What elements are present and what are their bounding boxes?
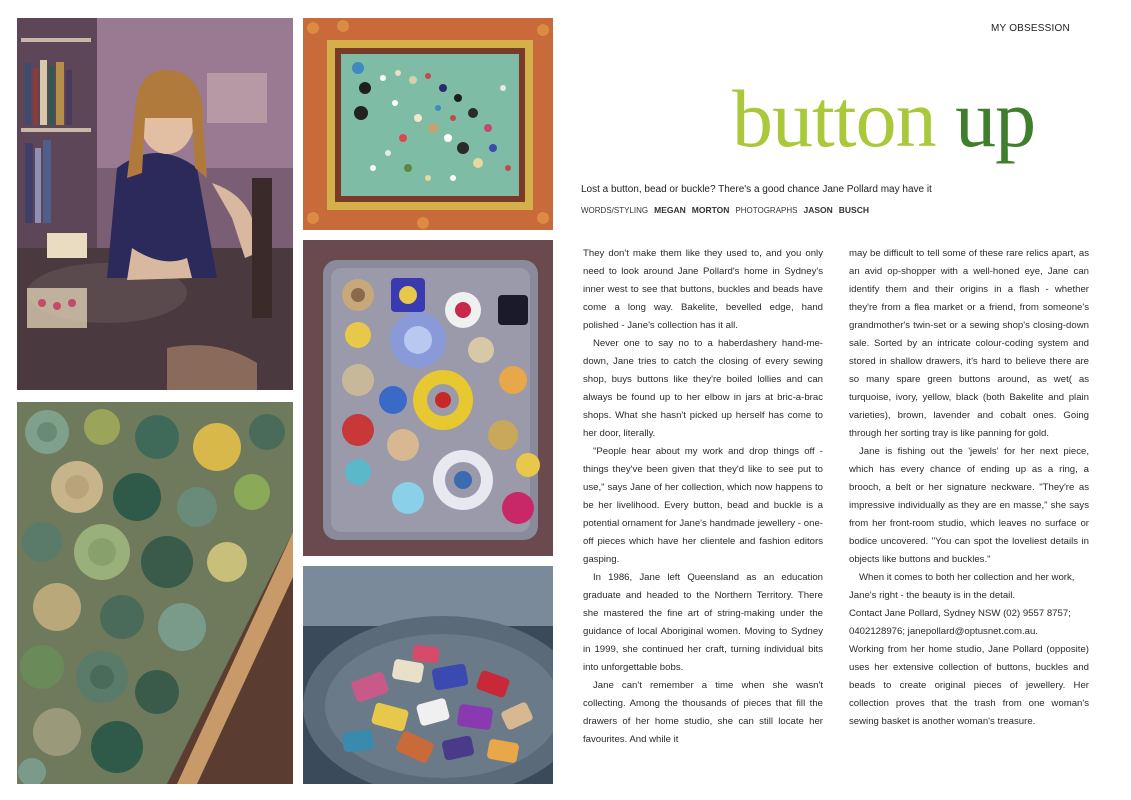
green-buttons-drawer-photo [17, 402, 293, 784]
buckles-bowl-photo [303, 566, 553, 784]
photo-label: PHOTOGRAPHS [735, 206, 798, 215]
words-label: WORDS/STYLING [581, 206, 649, 215]
photographer-first-name: JASON [803, 205, 833, 215]
framed-buttons-photo [303, 18, 553, 230]
photographer-last-name: BUSCH [838, 205, 870, 215]
section-label: MY OBSESSION [991, 23, 1070, 34]
credits [581, 205, 875, 215]
caption: Working from her home studio, Jane Pollard (opposite) uses her extensive collection of buttons, buckles and beads to create original pieces of jewellery. Her collection proves that the trash from one woman's sewing basket is another woman's treasure. [849, 644, 1089, 727]
paragraph: may be difficult to tell some of these rare relics apart, as an avid op-shopper with a well-honed eye, Jane can identify them and their origins in a flash - whether they're from a flea market or a friend, from someone's grandmother's twin-set or a sewing shop's closing-down sale. Sorted by an intricate colour-coding system and stored in shallow drawers, it's hard to believe there are so many spare green buttons around, as wet( as turquoise, ivory, yellow, black (both Bakelite and plain varieties), brown, lavender and cobalt ones. Going through her sorting tray is like panning for gold. [849, 248, 1089, 439]
portrait-photo [17, 18, 293, 390]
headline-part-2: up [955, 73, 1036, 164]
body-column-1 [583, 245, 823, 749]
paragraph: Jane is fishing out the 'jewels' for her next piece, which has every chance of ending up as a ring, a brooch, a belt or her signature neckware. "They're as impressive individually as they are en masse," she says from her front-room studio, which leaves no surface or bodice uncovered. "You can spot the loveliest details in objects like buttons and buckles." [849, 446, 1089, 565]
headline [732, 73, 1036, 164]
paragraph: In 1986, Jane left Queensland as an education graduate and headed to the Northern Territory. There she mastered the fine art of string-making under the guidance of local Aboriginal women. Moving to Sydney in 1999, she continued her craft, turning individual bits into unforgettable bobs. [583, 572, 823, 673]
paragraph: When it comes to both her collection and her work, Jane's right - the beauty is in the detail. [849, 572, 1075, 601]
paragraph: Never one to say no to a haberdashery hand-me-down, Jane tries to catch the closing of every sewing shop, buys buttons like they're boiled lollies and can always be found up to her elbow in jars at bric-a-brac shops. What she hasn't picked up herself has come to her door, literally. [583, 338, 823, 439]
paragraph: "People hear about my work and drop things off - things they've been given that they'd like to see put to use," says Jane of her collection, which now happens to be her livelihood. Every button, bead and buckle is a potential ornament for Jane's handmade jewellery - one-off pieces which have her clientele and fashion editors gasping. [583, 446, 823, 565]
writer-first-name: MEGAN [654, 205, 686, 215]
headline-part-1: button [732, 73, 936, 164]
paragraph: Jane can't remember a time when she wasn't collecting. Among the thousands of pieces that fill the drawers of her home studio, she can still locate her favourites. And while it [583, 680, 823, 745]
writer-last-name: MORTON [691, 205, 730, 215]
body-column-2 [849, 245, 1089, 731]
standfirst: Lost a button, bead or buckle? There's a good chance Jane Pollard may have it [581, 184, 932, 195]
colourful-buttons-tray-photo [303, 240, 553, 556]
contact-info: Contact Jane Pollard, Sydney NSW (02) 9557 8757; 0402128976; janepollard@optusnet.com.au. [849, 608, 1071, 637]
paragraph: They don't make them like they used to, and you only need to look around Jane Pollard's home in Sydney's inner west to see that buttons, buckles and beads have come a long way. Bakelite, bevelled edge, hand polished - Jane's collection has it all. [583, 248, 823, 331]
